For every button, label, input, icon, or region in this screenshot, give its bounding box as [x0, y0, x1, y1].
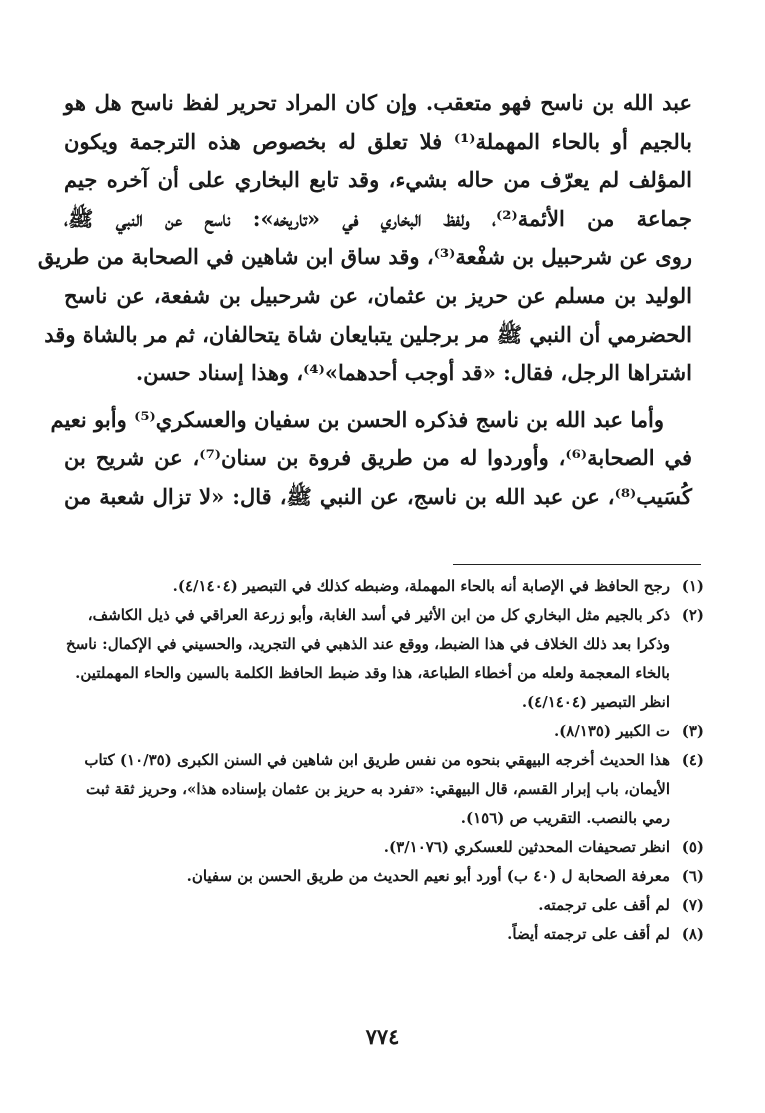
text-line: بالجيم أو بالحاء المهملة⁽¹⁾ فلا تعلق له بخصوص هذه الترجمة ويكون [64, 128, 692, 154]
text-line: الحضرمي أن النبي ﷺ مر برجلين يتبايعان شاة يتحالفان، ثم مر بالشاة وقد [44, 321, 692, 347]
text-line: في الصحابة⁽⁶⁾، وأوردوا له من طريق فروة بن سنان⁽⁷⁾، عن شريح بن [64, 445, 693, 471]
footnote [64, 862, 704, 891]
footnote-text: لم أقف على ترجمته أيضاً. [507, 925, 670, 943]
paragraph-2 [50, 401, 693, 517]
footnote [64, 746, 704, 833]
footnote [64, 891, 704, 920]
footnote-text: انظر تصحيفات المحدثين للعسكري (٣/١٠٧٦). [383, 838, 670, 856]
text-line: كُسَيب⁽⁸⁾، عن عبد الله بن ناسج، عن النبي ﷺ، قال: «لا تزال شعبة من [64, 483, 692, 509]
text-line: اشتراها الرجل، فقال: «قد أوجب أحدهما»⁽⁴⁾، وهذا إسناد حسن. [135, 360, 692, 386]
footnotes [64, 572, 704, 949]
page-body [37, 84, 693, 517]
footnote-text: ت الكبير (٨/١٣٥). [553, 722, 670, 740]
footnote [64, 601, 704, 717]
text-line: الوليد بن مسلم عن حريز بن عثمان، عن شرحبيل بن شفعة، عن ناسح [64, 282, 692, 308]
footnote-text: معرفة الصحابة ل (٤٠ ب) أورد أبو نعيم الحديث من طريق الحسن بن سفيان. [186, 867, 670, 885]
footnote [64, 717, 704, 746]
page-number: ٧٧٤ [365, 1024, 400, 1049]
main-text [37, 84, 693, 517]
footnote-number: (٢) [681, 606, 704, 624]
footnote-separator [453, 564, 701, 565]
text-line: روى عن شرحبيل بن شفْعة⁽³⁾، وقد ساق ابن شاهين في الصحابة من طريق [37, 244, 692, 270]
footnote [64, 920, 704, 949]
footnote-number: (٣) [681, 722, 704, 740]
footnote-text: هذا الحديث أخرجه البيهقي بنحوه من نفس طريق ابن شاهين في السنن الكبرى (١٠/٣٥) كتاب الأيمان، باب إبرار القسم، قال البيهقي: «تفرد به حريز بن عثمان بإسناده هذا»، وحريز ثقة ثبت رمي بالنصب. التقريب ص (١٥٦). [84, 751, 670, 827]
footnote-number: (٧) [681, 896, 704, 914]
text-line: جماعة من الأئمة⁽²⁾، ولفظ البخاري في «تاريخه»: ناسح عن النبي ﷺ، [64, 205, 692, 231]
text-line: عبد الله بن ناسح فهو متعقب. وإن كان المراد تحرير لفظ ناسح هل هو [64, 90, 692, 115]
paragraph-1 [37, 84, 692, 393]
footnote [64, 833, 704, 862]
footnote-number: (٥) [681, 838, 704, 856]
text-line: المؤلف لم يعرّف من حاله بشيء، وقد تابع البخاري على أن آخره جيم [64, 167, 692, 193]
footnote-text: رجح الحافظ في الإصابة أنه بالحاء المهملة، وضبطه كذلك في التبصير (٤/١٤٠٤). [172, 577, 670, 595]
footnote-text: لم أقف على ترجمته. [538, 896, 670, 914]
footnote [64, 572, 704, 601]
footnote-number: (٨) [681, 925, 704, 943]
footnote-text: ذكر بالجيم مثل البخاري كل من ابن الأثير في أسد الغابة، وأبو زرعة العراقي في ذيل الكاشف، وذكرا بعد ذلك الخلاف في هذا الضبط، ووقع عند الذهبي في التجريد، والحسيني في الإكمال: ناسخ بالخاء المعجمة ولعله من أخطاء الطباعة، هذا وقد ضبط الحافظ الكلمة بالسين والحاء المهملتين. انظر التبصير (٤/١٤٠٤). [65, 606, 670, 711]
text-line: وأما عبد الله بن ناسج فذكره الحسن بن سفيان والعسكري⁽⁵⁾ وأبو نعيم [50, 406, 664, 432]
footnote-number: (١) [681, 577, 704, 595]
footnote-number: (٤) [681, 751, 704, 769]
footnote-number: (٦) [681, 867, 704, 885]
